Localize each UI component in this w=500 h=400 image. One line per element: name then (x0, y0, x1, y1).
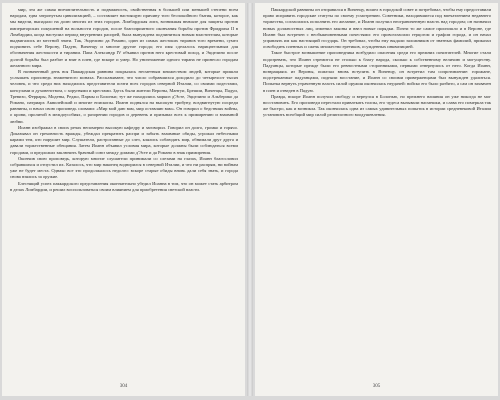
paragraph: Блестящий успех паккардского представления окончательно убедил Иоанна в том, что он может стать арбитром в делах Ломбардии, и решил воспользоваться своим влиянием для приобретения светской власти. (10, 180, 238, 192)
book-gutter (247, 3, 253, 396)
left-page-text (10, 7, 238, 378)
paragraph: Окончив свою проповедь, которую многие слушатели принимали со слезами на глазах, Иоанн благословил собравшихся и отпустил их. Казалось, что мир наконец водворился в северной Италии, и что ни распрям, ни войнам уже не будет места. Однако все это продолжалось недолго: вскоре старые обиды вновь дали себя знать, и города снова взялись за оружие. (10, 155, 238, 180)
page-number: 305 (372, 384, 381, 389)
right-page (255, 3, 498, 396)
paragraph: Правда, вскоре Иоанн получил свободу и вернулся в Болонью, но прежнего влияния он уже никогда не мог восстановить. Его проповеди перестали привлекать толпы, его чудеса вызывали насмешки, и слава его померкла так же быстро, как и возникла. Так окончилась одна из самых удивительных попыток в истории средневековой Италии установить всеобщий мир силой религиозного воодушевления. (263, 93, 491, 118)
right-page-text (263, 7, 491, 378)
paragraph: В назначенный день вся Паккардская равнина покрылась несметным множеством людей, которые пришли услышать проповедь знаменитого монаха. Рассказывают, что число собравшихся доходило до четырехсот тысяч человек, и что среди них находились представители почти всех городов северной Италии, со своими подестами, консулами и духовенством, с хоругвями и крестами. Здесь были жители Вероны, Мантуи, Брешии, Виченцы, Падуи, Тревизо, Феррары, Модены, Реджо, Пармы и Болоньи; тут же находились маркиз д'Эсте, Эццелино и Альберико да Романо, патриарх Аквилейский и многие епископы. Иоанн поднялся на высокую трибуну, воздвигнутую посреди равнины, и начал свою проповедь словами: «Мир мой даю вам, мир оставляю вам». Он говорил о бедствиях войны, о крови, пролитой в междоусобиях, о разорении городов и деревень и призывал всех к примирению и взаимной любви. (10, 69, 238, 124)
page-number: 304 (119, 384, 128, 389)
paragraph: Иоанн изображал в своих речах непомерно высокую кафедру и заговорил. Говорил он долго, громко и горячо. Доказывал он греховность вражды, убеждал прекратить распри и забыть взаимные обиды, угрожал небесными карами тем, кто нарушит мир. Слушатели, растроганные до слез, клялись соблюдать мир, обнимали друг друга и давали торжественные обещания. Затем Иоанн объявил условия мира, которые должны были соблюдаться всеми городами, и предложил заключить брачный союз между домами д'Эсте и да Романо в знак примирения. (10, 124, 238, 155)
left-page (2, 3, 245, 396)
paragraph: Паккардской равнины он отправился в Виченцу, вошел в городской совет и потребовал, чтобы ему предоставили право исправить городские статуты по своему усмотрению. Советники, находившиеся под впечатлением недавнего торжества, согласились исполнить его желание, и Иоанн получил неограниченную власть над городом; он назначил новых должностных лиц, изменил законы и ввел новые порядки. Почти то же самое произошло и в Вероне, где Иоанн был встречен с необыкновенными почестями: его провозгласили герцогом и графом города, и он начал управлять им как настоящий государь. Он требовал, чтобы ему выдали заложников от знатных фамилий, приказал освободить пленных и сжечь множество еретиков, осужденных инквизицией. (263, 7, 491, 50)
paragraph: Такое быстрое возвышение проповедника возбудило опасения среди его прежних почитателей. Многие стали подозревать, что Иоанн стремится не столько к благу народа, сколько к собственному величию и могуществу. Падуанцы, которые прежде были его ревностными сторонниками, первыми отвернулись от него. Когда Иоанн, возвращаясь из Вероны, пожелал вновь вступить в Виченцу, он встретил там сопротивление: горожане, подстрекаемые падуанцами, подняли восстание, и Иоанн со своими приверженцами был вынужден удалиться. Попытка вернуть утраченную власть силой оружия окончилась неудачей: войско его было разбито, а сам он захвачен в плен и отведен в Падую. (263, 50, 491, 93)
paragraph: мир, эта же самая впечатлительность и подвижность, свойственная в большей или меньшей степени всем народам, едва затронутым цивилизацией, – составляет настоящую причину того беспокойного бытия, которое, как мы видели, выпадало на долю многих из этих городов. Ломбардская лига, возникшая вначале для защиты против императорских покушений на вольности городов, после благоприятного окончания борьбы против Фридриха II в Ломбардии, когда наступил период внутренних распрей, была вынуждена подчиниться новым властителям, которые выдвигались из местной знати. Так, Эццелино да Романо, один из самых жестоких тиранов того времени, сумел подчинить себе Верону, Падую, Виченцу и многие другие города; его имя сделалось нарицательным для обозначения жестокости и тирании. Папа Александр IV объявил против него крестовый поход, и Эццелино после долгой борьбы был разбит и взят в плен, где вскоре и умер. Но уничтожение одного тирана не принесло городам желанного мира. (10, 7, 238, 68)
